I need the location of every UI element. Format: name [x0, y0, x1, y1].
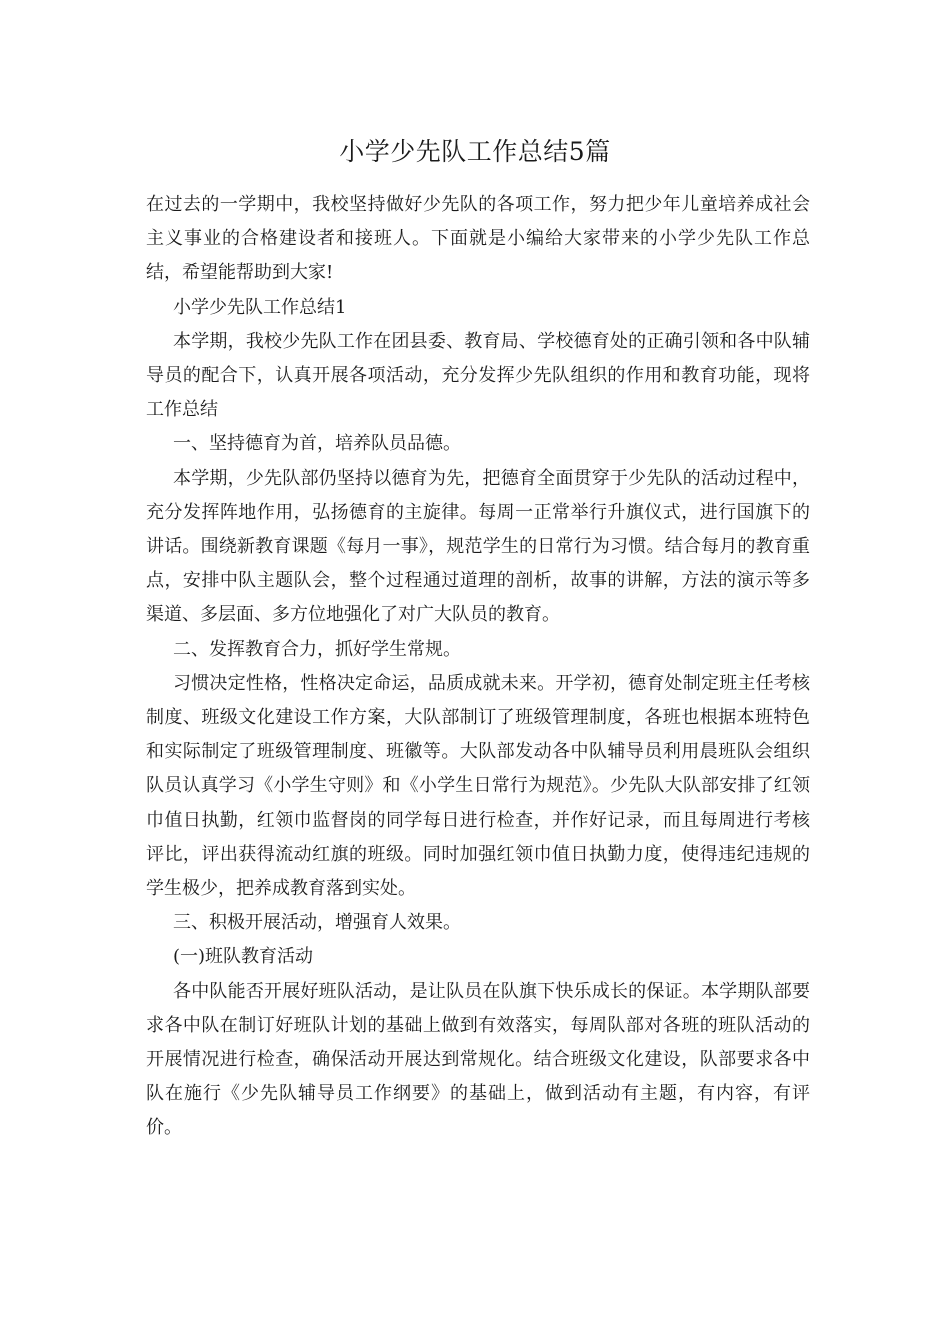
section-heading: 一、坚持德育为首，培养队员品德。	[173, 433, 461, 455]
body-paragraph: 各中队能否开展好班队活动，是让队员在队旗下快乐成长的保证。本学期队部要求各中队在制订好班队计划的基础上做到有效落实，每周队部对各班的班队活动的开展情况进行检查，确保活动开展达到常规化。结合班级文化建设，队部要求各中队在施行《少先队辅导员工作纲要》的基础上，做到活动有主题，有内容，有评价。	[146, 980, 810, 1139]
intro-paragraph: 在过去的一学期中，我校坚持做好少先队的各项工作，努力把少年儿童培养成社会主义事业的合格建设者和接班人。下面就是小编给大家带来的小学少先队工作总结，希望能帮助到大家!	[146, 194, 810, 284]
document-title: 小学少先队工作总结5篇	[339, 137, 611, 166]
document-body	[146, 188, 810, 1146]
section-heading: 小学少先队工作总结1	[173, 296, 347, 318]
body-paragraph: 本学期，少先队部仍坚持以德育为先，把德育全面贯穿于少先队的活动过程中，充分发挥阵地作用，弘扬德育的主旋律。每周一正常举行升旗仪式，进行国旗下的讲话。围绕新教育课题《每月一事》，规范学生的日常行为习惯。结合每月的教育重点，安排中队主题队会，整个过程通过道理的剖析，故事的讲解，方法的演示等多渠道、多层面、多方位地强化了对广大队员的教育。	[146, 467, 810, 626]
subsection-heading: (一)班队教育活动	[173, 946, 314, 968]
section-heading: 二、发挥教育合力，抓好学生常规。	[173, 638, 461, 660]
body-paragraph: 本学期，我校少先队工作在团县委、教育局、学校德育处的正确引领和各中队辅导员的配合下，认真开展各项活动，充分发挥少先队组织的作用和教育功能，现将工作总结	[146, 330, 810, 421]
section-heading: 三、积极开展活动，增强育人效果。	[173, 912, 461, 934]
body-paragraph: 习惯决定性格，性格决定命运，品质成就未来。开学初，德育处制定班主任考核制度、班级文化建设工作方案，大队部制订了班级管理制度，各班也根据本班特色和实际制定了班级管理制度、班徽等。大队部发动各中队辅导员利用晨班队会组织队员认真学习《小学生守则》和《小学生日常行为规范》。少先队大队部安排了红领巾值日执勤，红领巾监督岗的同学每日进行检查，并作好记录，而且每周进行考核评比，评出获得流动红旗的班级。同时加强红领巾值日执勤力度，使得违纪违规的学生极少，把养成教育落到实处。	[146, 672, 810, 900]
